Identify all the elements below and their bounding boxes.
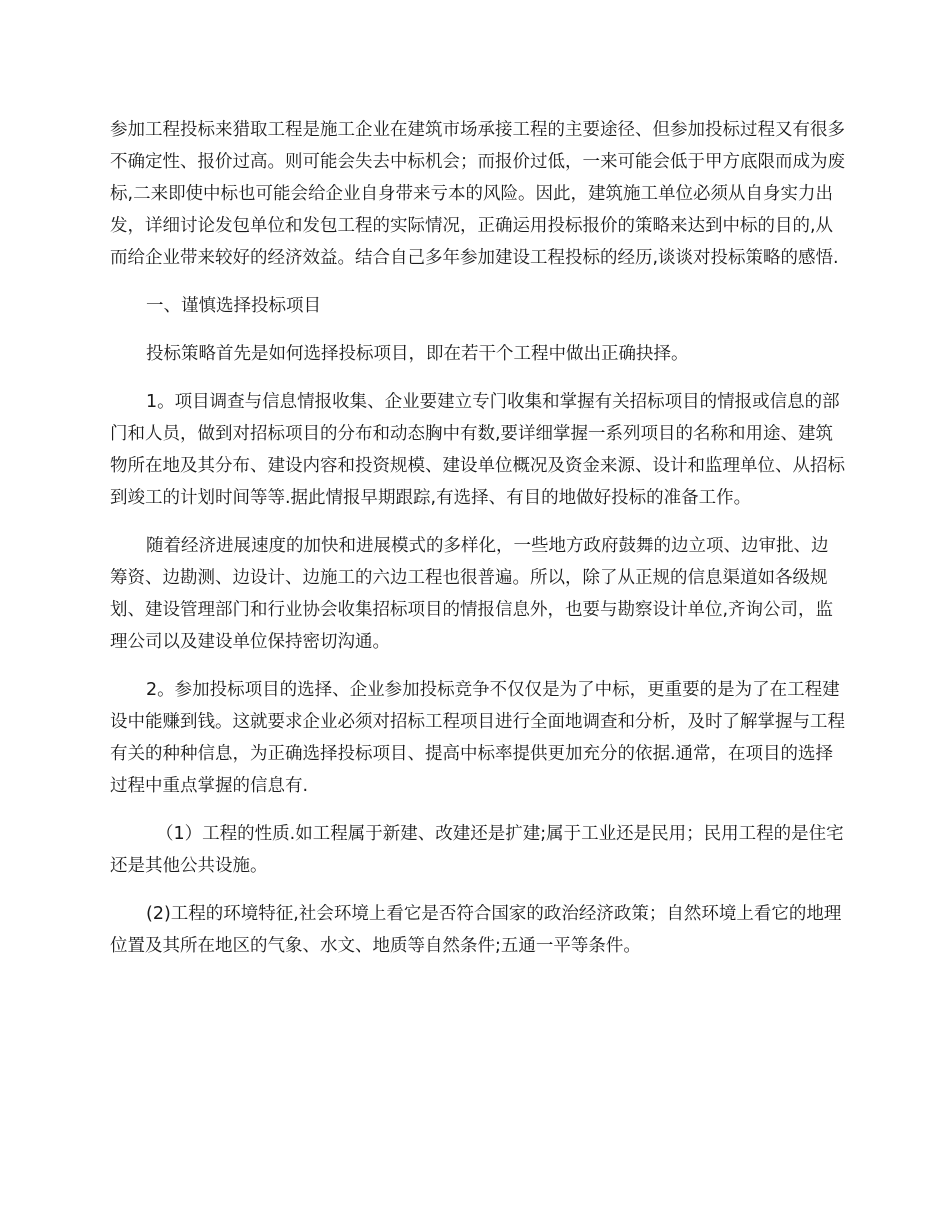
- document-body: [110, 114, 845, 978]
- section-heading: 一、谨慎选择投标项目: [146, 296, 321, 316]
- intro-paragraph: 参加工程投标来猎取工程是施工企业在建筑市场承接工程的主要途径、但参加投标过程又有很多不确定性、报价过高。则可能会失去中标机会；而报价过低，一来可能会低于甲方底限而成为废标,二来即使中标也可能会给企业自身带来亏本的风险。因此，建筑施工单位必须从自身实力出发，详细讨论发包单位和发包工程的实际情况，正确运用投标报价的策略来达到中标的目的,从而给企业带来较好的经济效益。结合自己多年参加建设工程投标的经历,谈谈对投标策略的感悟.: [110, 120, 845, 268]
- numbered-paragraph-2: 2。参加投标项目的选择、企业参加投标竞争不仅仅是为了中标，更重要的是为了在工程建设中能赚到钱。这就要求企业必须对招标工程项目进行全面地调查和分析，及时了解掌握与工程有关的种种信息，为正确选择投标项目、提高中标率提供更加充分的依据.通常，在项目的选择过程中重点掌握的信息有.: [110, 680, 845, 796]
- body-paragraph: 投标策略首先是如何选择投标项目，即在若干个工程中做出正确抉择。: [146, 344, 689, 364]
- body-paragraph: 随着经济进展速度的加快和进展模式的多样化，一些地方政府鼓舞的边立项、边审批、边筹资、边勘测、边设计、边施工的六边工程也很普遍。所以，除了从正规的信息渠道如各级规划、建设管理部门和行业协会收集招标项目的情报信息外，也要与勘察设计单位,齐询公司，监理公司以及建设单位保持密切沟通。: [110, 536, 834, 652]
- sub-item-paragraph-2: (2)工程的环境特征,社会环境上看它是否符合国家的政治经济政策；自然环境上看它的地理位置及其所在地区的气象、水文、地质等自然条件;五通一平等条件。: [110, 904, 842, 956]
- sub-item-paragraph-1: （1）工程的性质.如工程属于新建、改建还是扩建;属于工业还是民用；民用工程的是住宅还是其他公共设施。: [110, 824, 844, 876]
- numbered-paragraph-1: 1。项目调查与信息情报收集、企业要建立专门收集和掌握有关招标项目的情报或信息的部门和人员，做到对招标项目的分布和动态胸中有数,要详细掌握一系列项目的名称和用途、建筑物所在地及其分布、建设内容和投资规模、建设单位概况及资金来源、设计和监理单位、从招标到竣工的计划时间等等.据此情报早期跟踪,有选择、有目的地做好投标的准备工作。: [110, 392, 845, 508]
